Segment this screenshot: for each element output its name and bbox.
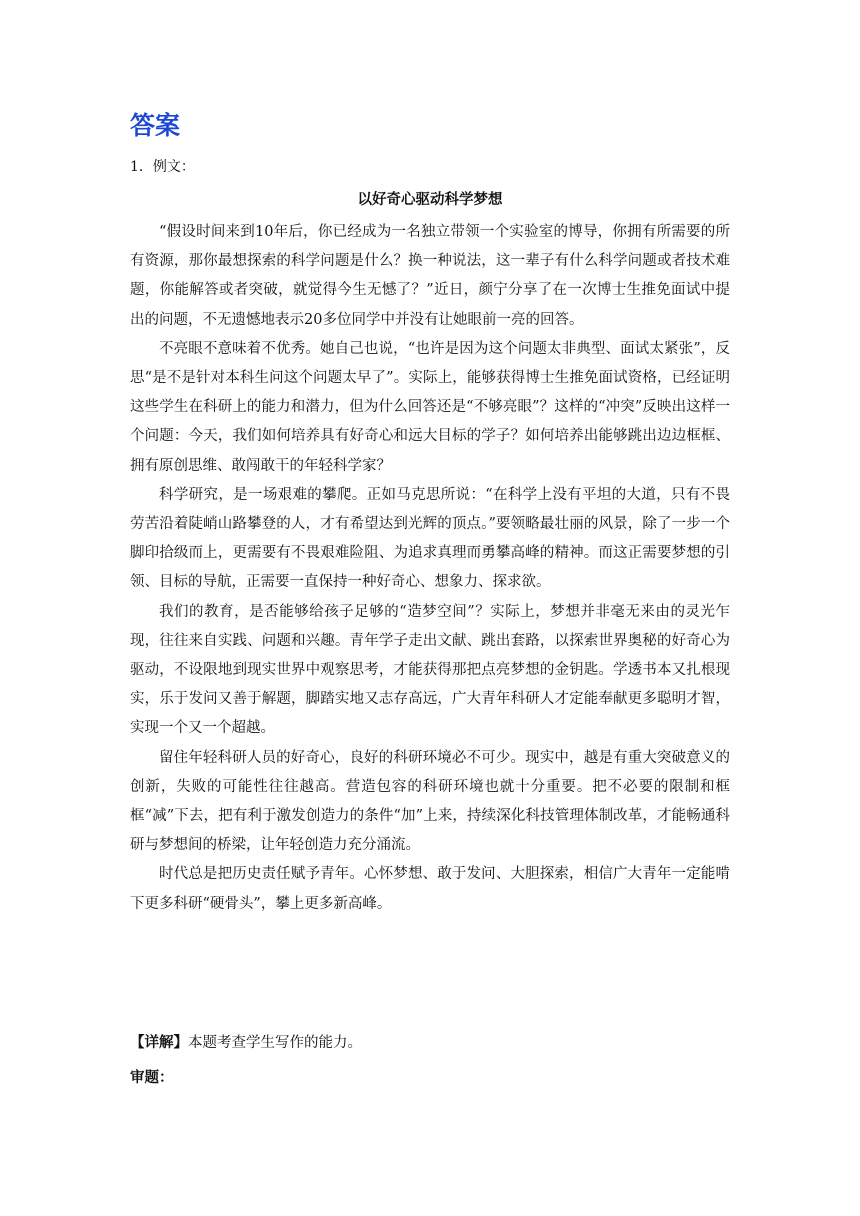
essay-title: 以好奇心驱动科学梦想 — [357, 191, 503, 208]
essay-paragraph: 科学研究，是一场艰难的攀爬。正如马克思所说：“在科学上没有平坦的大道，只有不畏劳苦沿着陡峭山路攀登的人，才有希望达到光辉的顶点。”要领略最壮丽的风景，除了一步一个脚印拾级而上，更需要有不畏艰难险阻、为追求真理而勇攀高峰的精神。而这正需要梦想的引领、目标的导航，正需要一直保持一种好奇心、想象力、探求欲。 — [130, 486, 730, 591]
essay-paragraph: 时代总是把历史责任赋予青年。心怀梦想、敢于发问、大胆探索，相信广大青年一定能啃下更多科研“硬骨头”，攀上更多新高峰。 — [130, 866, 730, 912]
item-number-label: 1．例文： — [130, 159, 195, 175]
review-section-label: 审题： — [130, 1069, 174, 1086]
detail-text: 本题考查学生写作的能力。 — [188, 1035, 362, 1051]
detail-bracket-label: 【详解】 — [130, 1034, 188, 1051]
essay-paragraph: 我们的教育，是否能够给孩子足够的“造梦空间”？实际上，梦想并非毫无来由的灵光乍现，往往来自实践、问题和兴趣。青年学子走出文献、跳出套路，以探索世界奥秘的好奇心为驱动，不设限地到现实世界中观察思考，才能获得那把点亮梦想的金钥匙。学透书本又扎根现实，乐于发问又善于解题，脚踏实地又志存高远，广大青年科研人才定能奉献更多聪明才智，实现一个又一个超越。 — [130, 603, 730, 737]
answer-heading: 答案 — [130, 111, 181, 140]
essay-paragraph: 不亮眼不意味着不优秀。她自己也说，“也许是因为这个问题太非典型、面试太紧张”，反思“是不是针对本科生问这个问题太早了”。实际上，能够获得博士生推免面试资格，已经证明这些学生在科研上的能力和潜力，但为什么回答还是“不够亮眼”？这样的“冲突”反映出这样一个问题：今天，我们如何培养具有好奇心和远大目标的学子？如何培养出能够跳出边边框框、拥有原创思维、敢闯敢干的年轻科学家？ — [130, 340, 730, 474]
detail-line — [130, 1032, 362, 1054]
essay-paragraph: 留住年轻科研人员的好奇心，良好的科研环境必不可少。现实中，越是有重大突破意义的创新，失败的可能性往往越高。营造包容的科研环境也就十分重要。把不必要的限制和框框“减”下去，把有利于激发创造力的条件“加”上来，持续深化科技管理体制改革，才能畅通科研与梦想间的桥梁，让年轻创造力充分涌流。 — [130, 749, 730, 854]
essay-body — [130, 218, 730, 919]
essay-paragraph: “假设时间来到10年后，你已经成为一名独立带领一个实验室的博导，你拥有所需要的所有资源，那你最想探索的科学问题是什么？换一种说法，这一辈子有什么科学问题或者技术难题，你能解答或者突破，就觉得今生无憾了？”近日，颜宁分享了在一次博士生推免面试中提出的问题，不无遗憾地表示20多位同学中并没有让她眼前一亮的回答。 — [130, 224, 730, 328]
